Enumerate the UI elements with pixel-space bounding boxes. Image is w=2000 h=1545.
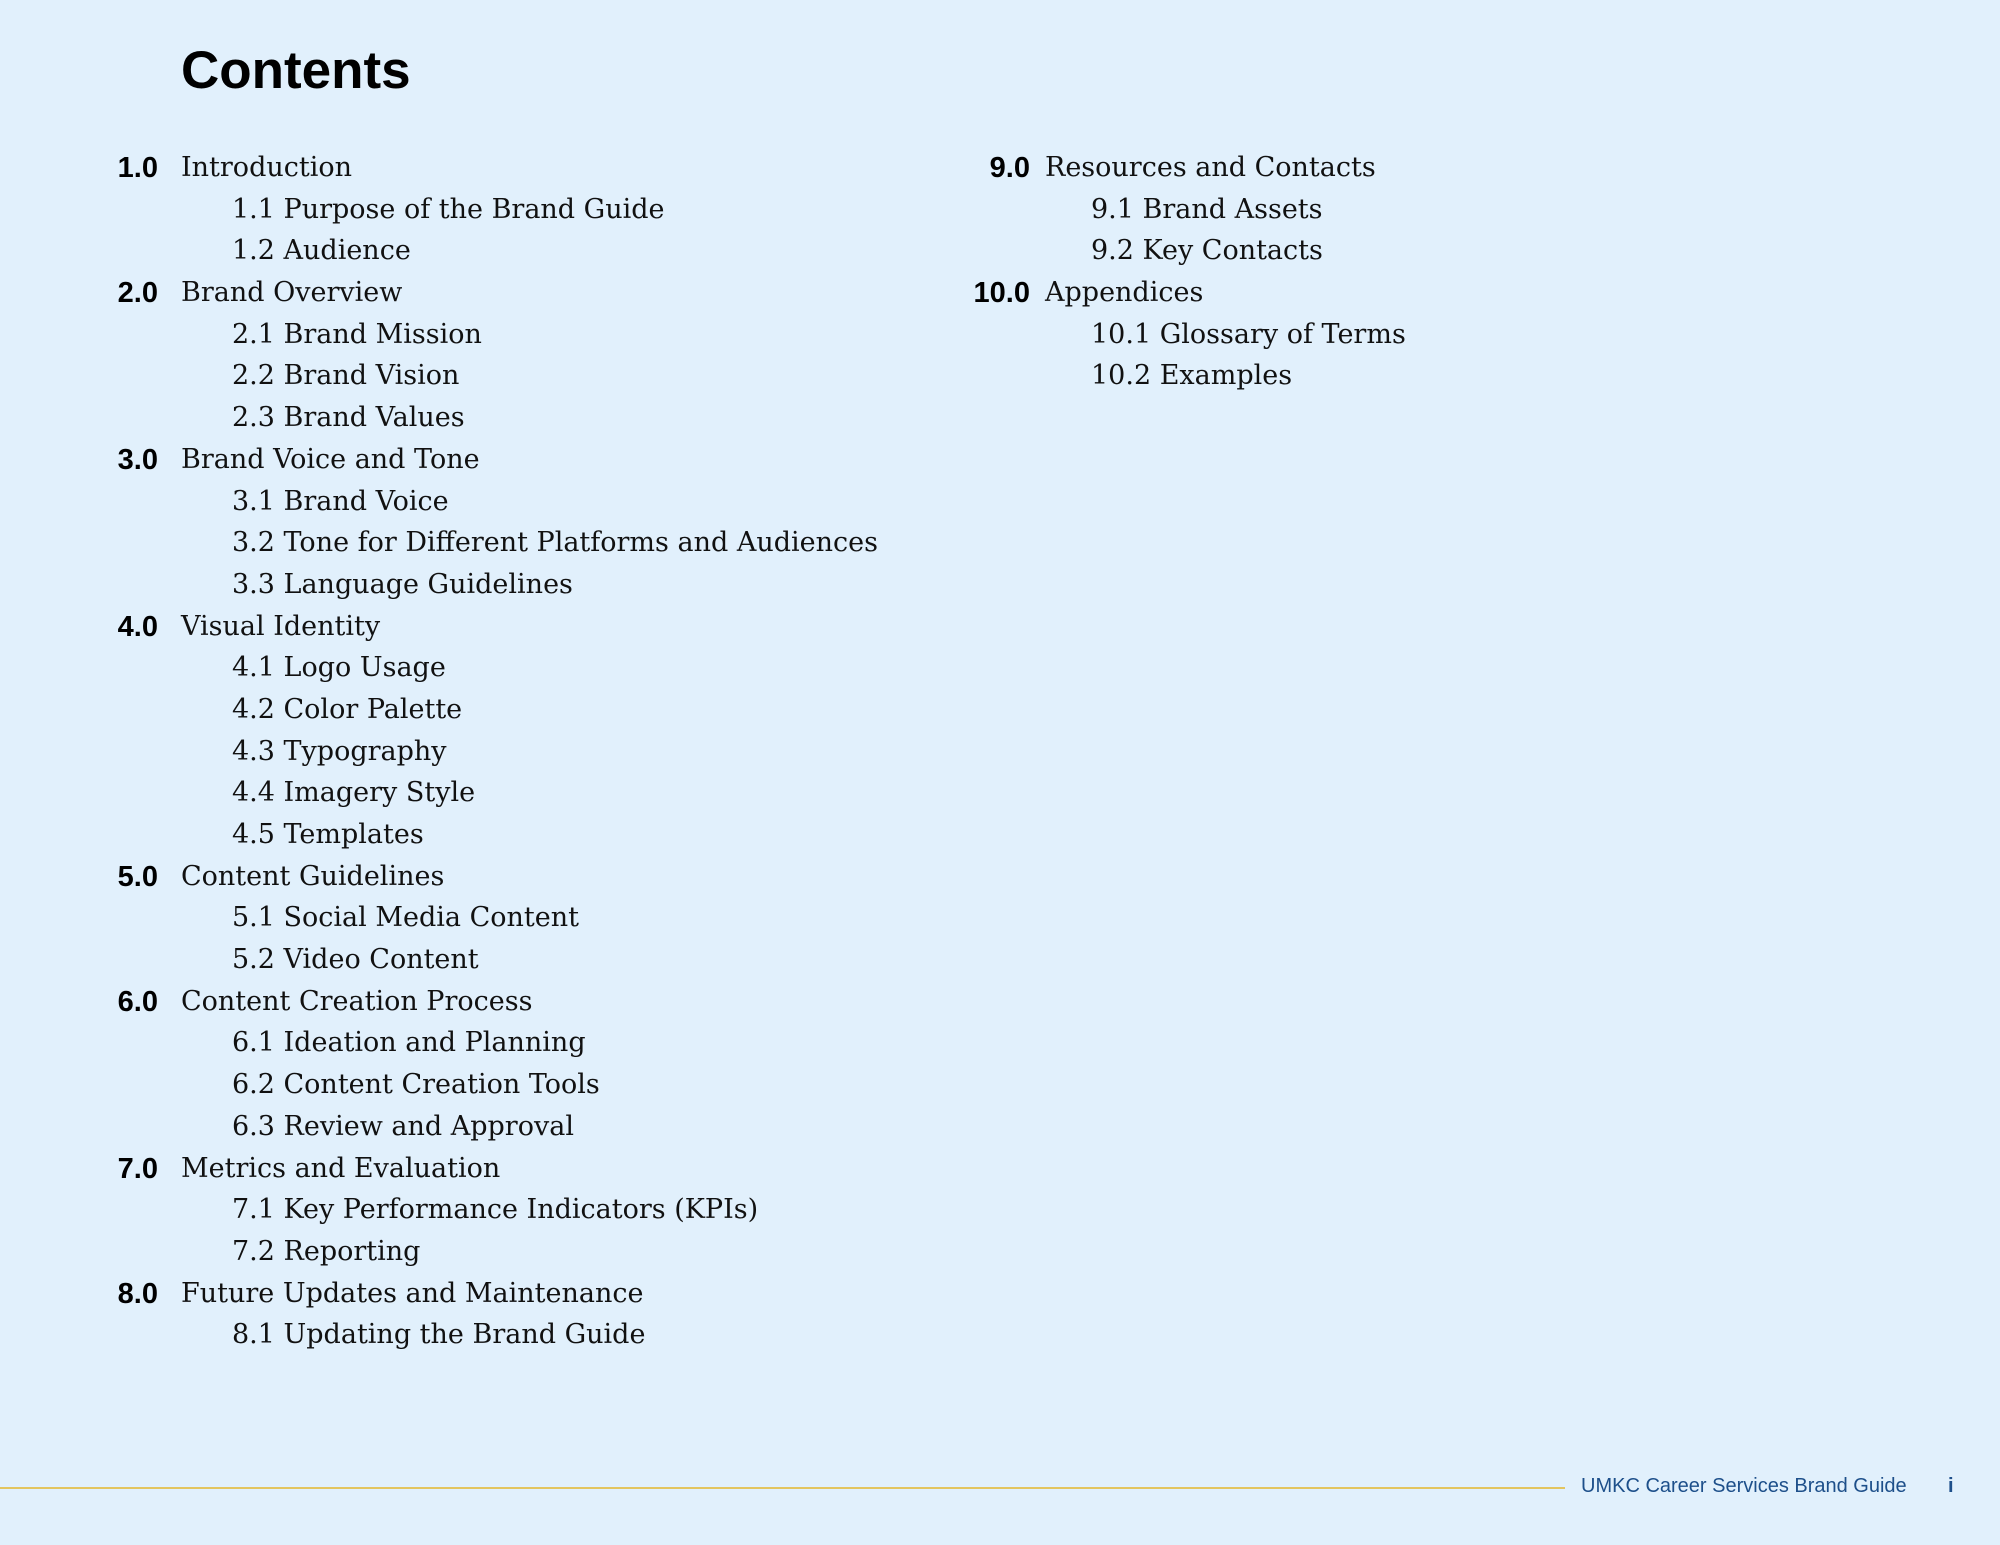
toc-subsection[interactable] [0,1065,960,1107]
toc-subsection[interactable] [0,482,960,524]
section-title[interactable]: Introduction [181,152,352,183]
section-number: 5.0 [117,860,158,893]
subsection-title[interactable]: 7.2 Reporting [232,1235,421,1267]
toc-subsection[interactable] [0,732,960,774]
toc-section[interactable] [0,857,960,899]
toc-subsection[interactable] [0,1107,960,1149]
subsection-title[interactable]: 2.1 Brand Mission [232,318,482,350]
section-number: 2.0 [117,277,158,310]
section-title[interactable]: Content Creation Process [181,985,533,1017]
toc-section[interactable] [0,1274,960,1316]
subsection-title[interactable]: 4.4 Imagery Style [232,777,476,809]
section-title[interactable]: Brand Overview [181,277,403,309]
section-title[interactable]: Resources and Contacts [1045,152,1376,183]
toc-right-column [0,148,2000,398]
toc-subsection[interactable] [0,356,2000,398]
subsection-title[interactable]: 6.1 Ideation and Planning [232,1027,586,1059]
toc-subsection[interactable] [0,398,960,440]
toc-section[interactable] [0,982,960,1024]
toc-subsection[interactable] [0,690,960,732]
subsection-title[interactable]: 7.1 Key Performance Indicators (KPIs) [232,1194,759,1226]
subsection-title[interactable]: 1.1 Purpose of the Brand Guide [232,193,665,225]
page-title: Contents [181,41,411,100]
toc-section[interactable] [0,1149,960,1191]
toc-subsection[interactable] [0,190,2000,232]
toc-subsection[interactable] [0,1232,960,1274]
toc-section[interactable] [0,148,2000,190]
toc-subsection[interactable] [0,523,960,565]
subsection-title[interactable]: 8.1 Updating the Brand Guide [232,1319,646,1351]
subsection-title[interactable]: 5.1 Social Media Content [232,902,579,934]
section-title[interactable]: Content Guidelines [181,860,445,892]
toc-subsection[interactable] [0,1190,960,1232]
footer-rule [0,1487,1565,1489]
subsection-title[interactable]: 2.3 Brand Values [232,402,465,434]
toc-subsection[interactable] [0,898,960,940]
toc-subsection[interactable] [0,1315,960,1357]
subsection-title[interactable]: 9.2 Key Contacts [1091,235,1323,267]
subsection-title[interactable]: 4.5 Templates [232,819,424,850]
subsection-title[interactable]: 6.3 Review and Approval [232,1110,574,1142]
toc-subsection[interactable] [0,1023,960,1065]
toc-subsection[interactable] [0,565,960,607]
subsection-title[interactable]: 6.2 Content Creation Tools [232,1069,600,1101]
section-number: 3.0 [117,443,158,476]
toc-subsection[interactable] [0,231,2000,273]
section-number: 8.0 [117,1277,158,1310]
subsection-title[interactable]: 10.2 Examples [1091,360,1293,392]
footer-page-number: i [1948,1475,1954,1497]
section-number: 1.0 [117,152,158,184]
subsection-title[interactable]: 4.2 Color Palette [232,693,463,725]
section-number: 4.0 [117,610,158,643]
subsection-title[interactable]: 3.3 Language Guidelines [232,568,573,600]
section-number: 6.0 [117,985,158,1018]
toc-subsection[interactable] [0,648,960,690]
subsection-title[interactable]: 3.1 Brand Voice [232,485,449,517]
toc-subsection[interactable] [0,773,960,815]
toc-subsection[interactable] [0,815,960,857]
section-title[interactable]: Future Updates and Maintenance [181,1277,644,1309]
footer-title: UMKC Career Services Brand Guide [1581,1475,1907,1497]
toc-section[interactable] [0,607,960,649]
section-number: 10.0 [973,277,1030,310]
toc-section[interactable] [0,440,960,482]
subsection-title[interactable]: 2.2 Brand Vision [232,360,460,392]
toc-subsection[interactable] [0,315,2000,357]
subsection-title[interactable]: 3.2 Tone for Different Platforms and Audiences [232,527,878,559]
subsection-title[interactable]: 4.1 Logo Usage [232,652,446,684]
subsection-title[interactable]: 10.1 Glossary of Terms [1091,318,1406,350]
section-title[interactable]: Brand Voice and Tone [181,443,480,475]
toc-section[interactable] [0,273,2000,315]
subsection-title[interactable]: 4.3 Typography [232,735,447,767]
section-title[interactable]: Appendices [1045,277,1204,309]
section-number: 7.0 [117,1152,158,1185]
section-number: 9.0 [989,152,1030,184]
subsection-title[interactable]: 9.1 Brand Assets [1091,193,1323,225]
toc-subsection[interactable] [0,940,960,982]
subsection-title[interactable]: 1.2 Audience [232,235,411,267]
subsection-title[interactable]: 5.2 Video Content [232,944,479,976]
section-title[interactable]: Visual Identity [181,610,381,642]
section-title[interactable]: Metrics and Evaluation [181,1152,501,1184]
